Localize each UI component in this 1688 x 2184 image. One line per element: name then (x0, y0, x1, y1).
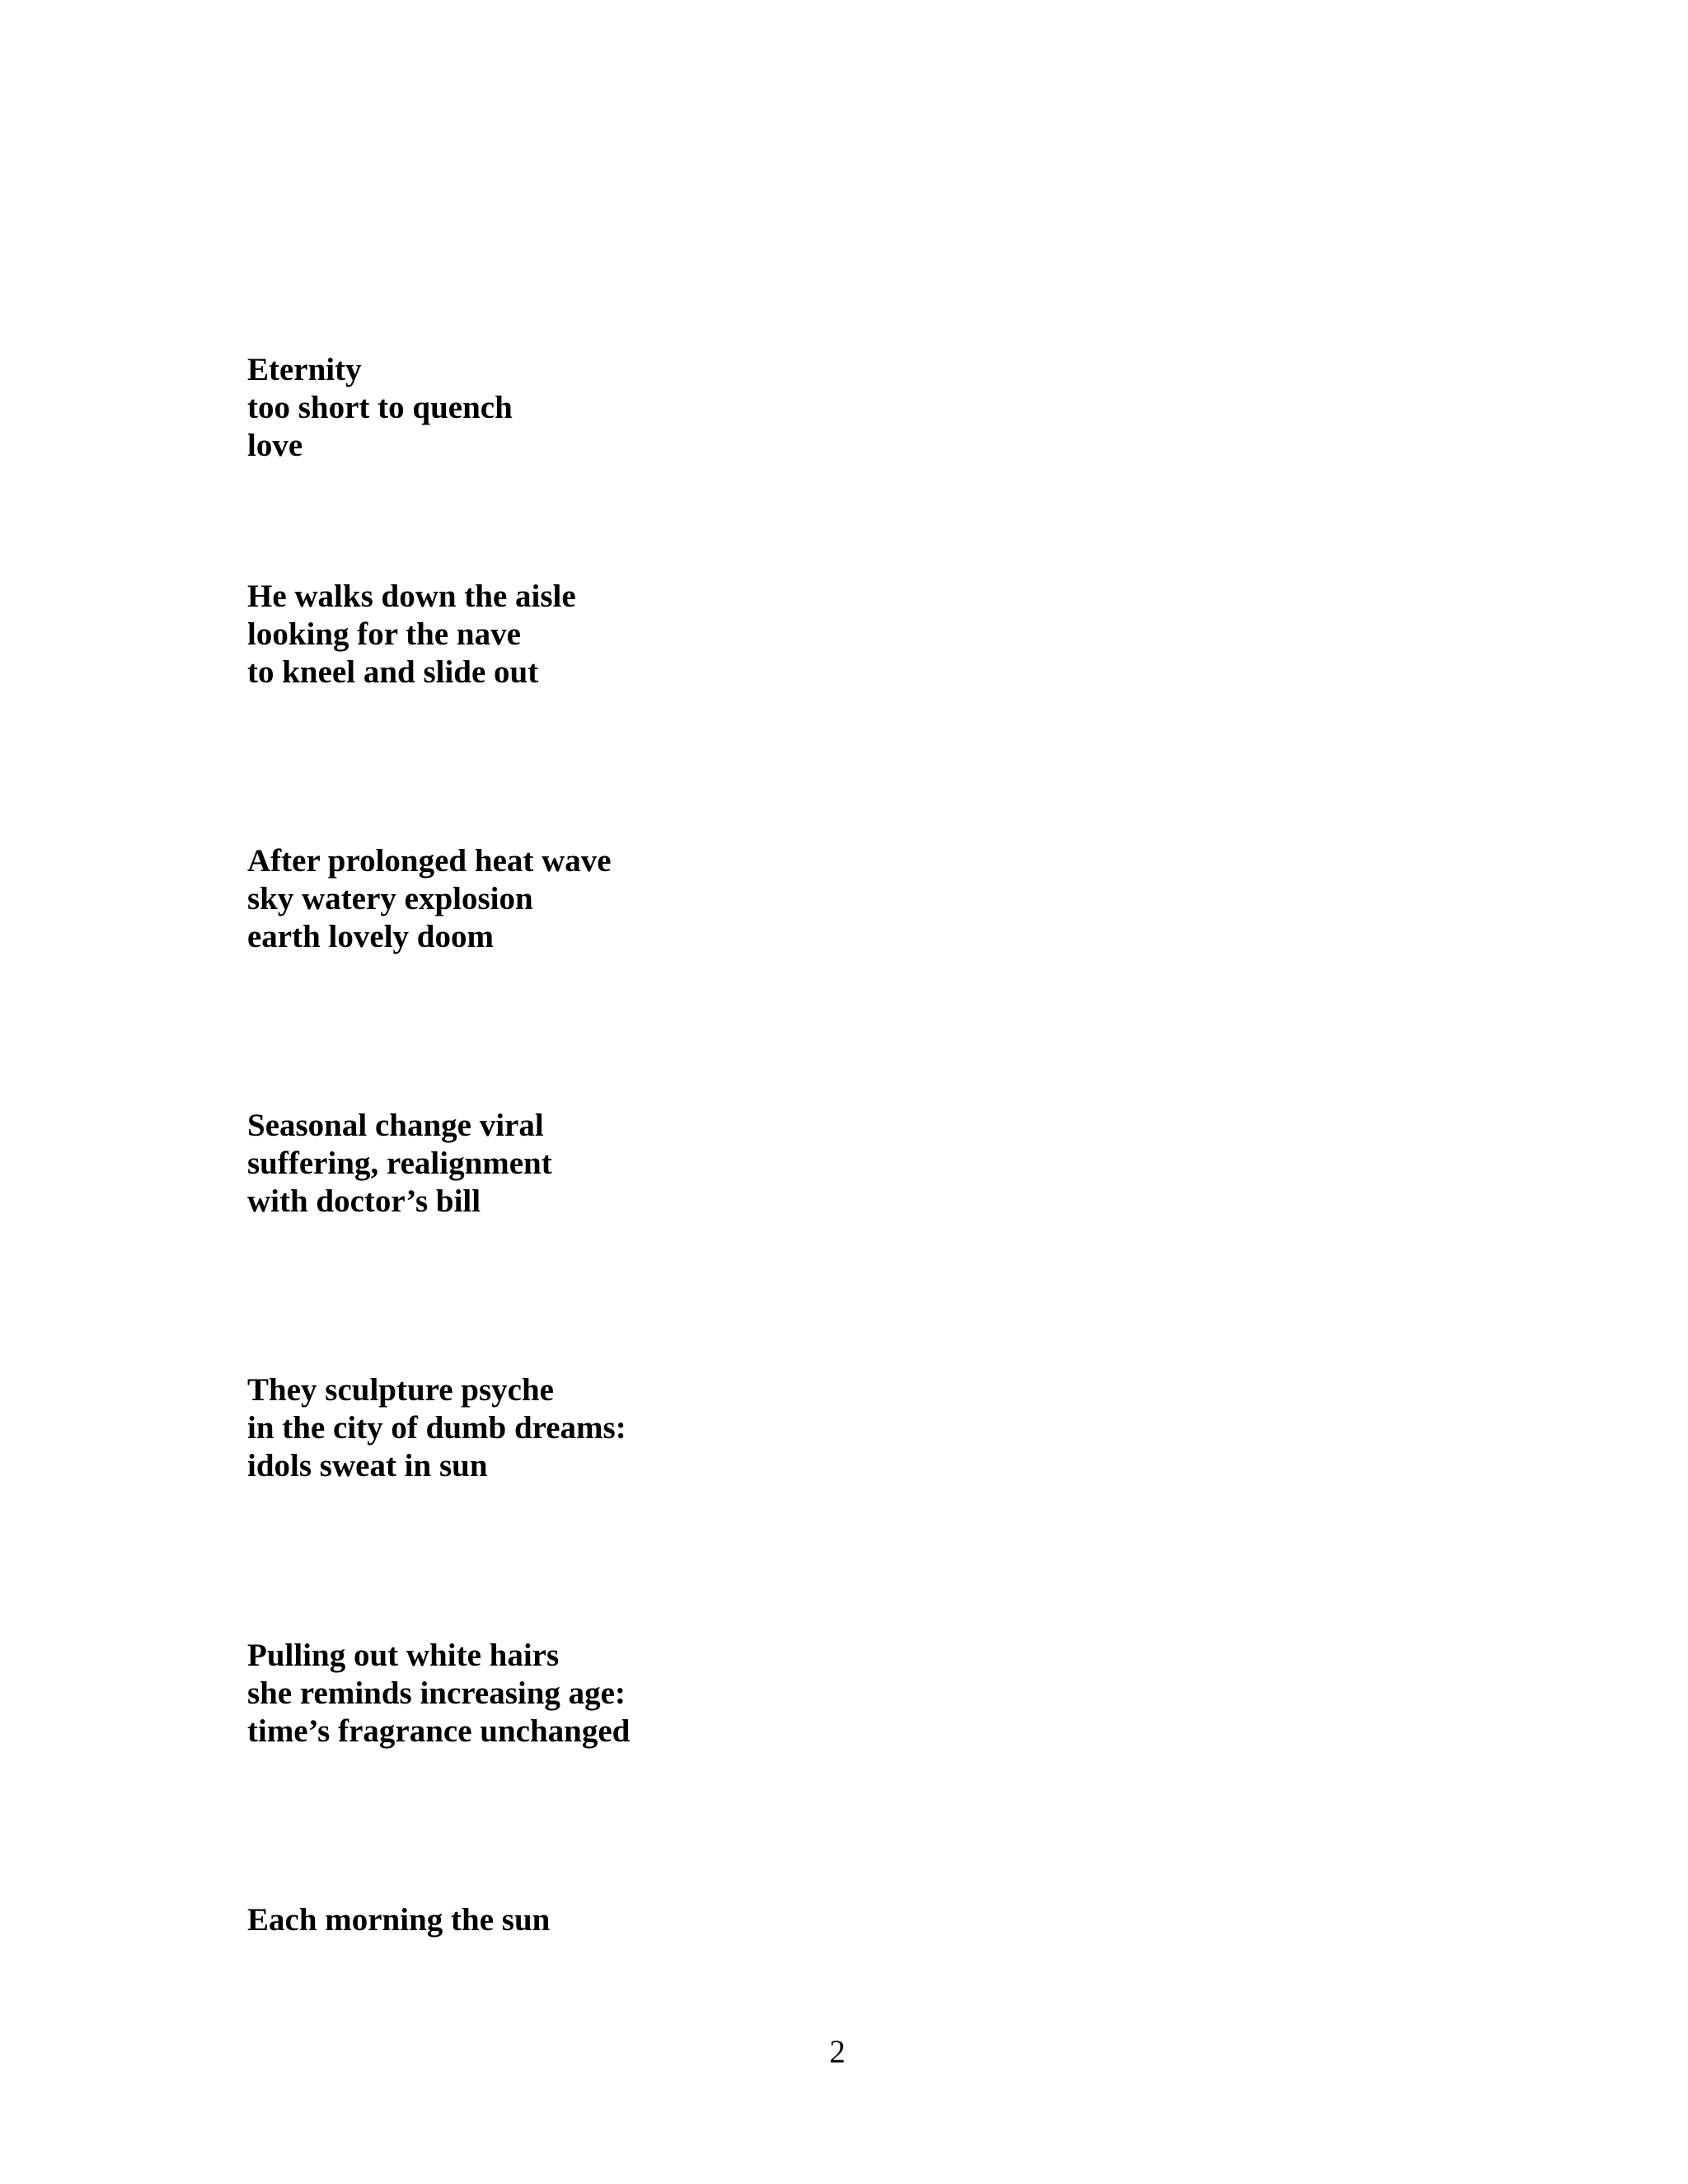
poem-line: too short to quench (247, 390, 513, 425)
poem-stanza (247, 351, 513, 465)
poem-line: idols sweat in sun (247, 1448, 488, 1483)
poem-line: earth lovely doom (247, 919, 494, 954)
poem-line: to kneel and slide out (247, 654, 539, 690)
poem-line: Eternity (247, 352, 362, 387)
poem-stanza (247, 1637, 630, 1750)
poem-line: He walks down the aisle (247, 579, 576, 614)
poem-line: with doctor’s bill (247, 1183, 481, 1219)
poem-line: in the city of dumb dreams: (247, 1410, 626, 1446)
poem-line: looking for the nave (247, 616, 521, 652)
poem-stanza (247, 1107, 552, 1221)
poem-line: Pulling out white hairs (247, 1638, 560, 1673)
poem-stanza (247, 1901, 550, 1939)
poem-line: love (247, 428, 303, 463)
poem-line: suffering, realignment (247, 1146, 552, 1181)
poem-line: Seasonal change viral (247, 1108, 544, 1143)
poem-line: They sculpture psyche (247, 1372, 554, 1408)
poem-line: After prolonged heat wave (247, 843, 612, 879)
page-number: 2 (829, 2034, 846, 2069)
poem-stanza (247, 1371, 626, 1485)
poem-stanza (247, 578, 576, 691)
poem-line: sky watery explosion (247, 881, 533, 916)
poem-line: she reminds increasing age: (247, 1675, 626, 1711)
poem-line: Each morning the sun (247, 1902, 551, 1938)
poem-stanza (247, 842, 612, 956)
poem-line: time’s fragrance unchanged (247, 1713, 631, 1749)
